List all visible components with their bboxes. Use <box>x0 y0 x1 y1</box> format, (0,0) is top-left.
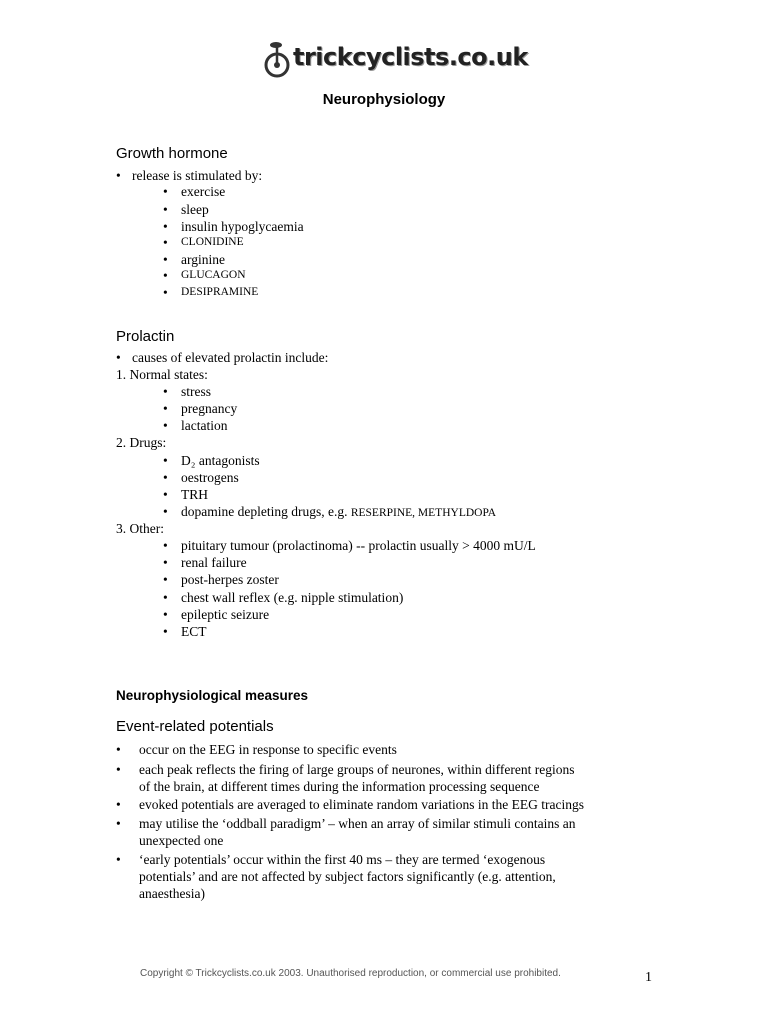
bullet-dot-icon: • <box>116 797 121 812</box>
list-item: • causes of elevated prolactin include: <box>116 350 329 365</box>
list-item: • chest wall reflex (e.g. nipple stimulation) <box>163 590 404 605</box>
prolactin-group-label: 3. Other: <box>116 521 164 536</box>
list-item: • pituitary tumour (prolactinoma) -- prolactin usually > 4000 mU/L <box>163 538 536 553</box>
page-title: Neurophysiology <box>322 91 446 108</box>
list-item: • ECT <box>163 624 207 639</box>
bullet-dot-icon: • <box>116 350 121 365</box>
bullet-dot-icon: • <box>116 168 121 183</box>
bullet-dot-icon: • <box>163 607 168 622</box>
list-item: • sleep <box>163 202 209 217</box>
bullet-dot-icon: • <box>116 742 121 757</box>
list-item: • may utilise the ‘oddball paradigm’ – when an array of similar stimuli contains an unexpected one <box>116 816 576 848</box>
bullet-dot-icon: • <box>163 504 168 519</box>
list-item: • dopamine depleting drugs, e.g. RESERPINE, METHYLDOPA <box>163 504 497 519</box>
list-item: • renal failure <box>163 555 247 570</box>
bullet-dot-icon: • <box>163 453 168 468</box>
list-item: • CLONIDINE <box>163 235 244 250</box>
bullet-dot-icon: • <box>163 624 168 639</box>
list-item: • pregnancy <box>163 401 238 416</box>
unicycle-icon <box>263 40 293 80</box>
list-item: • occur on the EEG in response to specific events <box>116 742 397 757</box>
logo-text: trickcyclists.co.uk <box>293 43 528 71</box>
bullet-dot-icon: • <box>163 555 168 570</box>
list-item: • arginine <box>163 252 225 267</box>
bullet-dot-icon: • <box>163 285 168 300</box>
bullet-dot-icon: • <box>163 538 168 553</box>
list-item: • lactation <box>163 418 228 433</box>
page-number: 1 <box>645 970 652 985</box>
list-item: • epileptic seizure <box>163 607 270 622</box>
bullet-dot-icon: • <box>163 384 168 399</box>
prolactin-group-label: 2. Drugs: <box>116 435 167 450</box>
bullet-dot-icon: • <box>163 418 168 433</box>
bullet-dot-icon: • <box>116 762 121 777</box>
erp-subheading: Event-related potentials <box>116 718 274 735</box>
list-item: • TRH <box>163 487 208 502</box>
list-item: • exercise <box>163 184 226 199</box>
bullet-dot-icon: • <box>163 572 168 587</box>
list-item: • GLUCAGON <box>163 268 246 283</box>
bullet-dot-icon: • <box>163 268 168 283</box>
growth-hormone-heading: Growth hormone <box>116 145 228 162</box>
bullet-dot-icon: • <box>163 470 168 485</box>
list-item: • insulin hypoglycaemia <box>163 219 304 234</box>
list-item: • each peak reflects the firing of large groups of neurones, within different regions of the brain, at different times during the information processing sequence <box>116 762 575 794</box>
list-item: • ‘early potentials’ occur within the first 40 ms – they are termed ‘exogenous potentials’ and are not affected by subject factors significantly (e.g. attention, anaesthesia) <box>116 852 556 901</box>
bullet-dot-icon: • <box>163 219 168 234</box>
list-item: • release is stimulated by: <box>116 168 263 183</box>
bullet-dot-icon: • <box>116 816 121 831</box>
bullet-dot-icon: • <box>163 235 168 250</box>
list-item: • D₂ antagonists <box>163 453 260 468</box>
bullet-dot-icon: • <box>163 590 168 605</box>
bullet-dot-icon: • <box>163 252 168 267</box>
bullet-dot-icon: • <box>163 202 168 217</box>
list-item: • DESIPRAMINE <box>163 285 259 300</box>
list-item: • post-herpes zoster <box>163 572 279 587</box>
prolactin-group-label: 1. Normal states: <box>116 367 208 382</box>
copyright-footer: Copyright © Trickcyclists.co.uk 2003. Unauthorised reproduction, or commercial use prohibited. <box>140 968 561 979</box>
list-item: • stress <box>163 384 211 399</box>
list-item: • oestrogens <box>163 470 239 485</box>
bullet-dot-icon: • <box>163 487 168 502</box>
measures-heading: Neurophysiological measures <box>116 688 309 703</box>
bullet-dot-icon: • <box>163 184 168 199</box>
prolactin-heading: Prolactin <box>116 328 175 345</box>
bullet-dot-icon: • <box>116 852 121 867</box>
list-item: • evoked potentials are averaged to eliminate random variations in the EEG tracings <box>116 797 584 812</box>
bullet-dot-icon: • <box>163 401 168 416</box>
